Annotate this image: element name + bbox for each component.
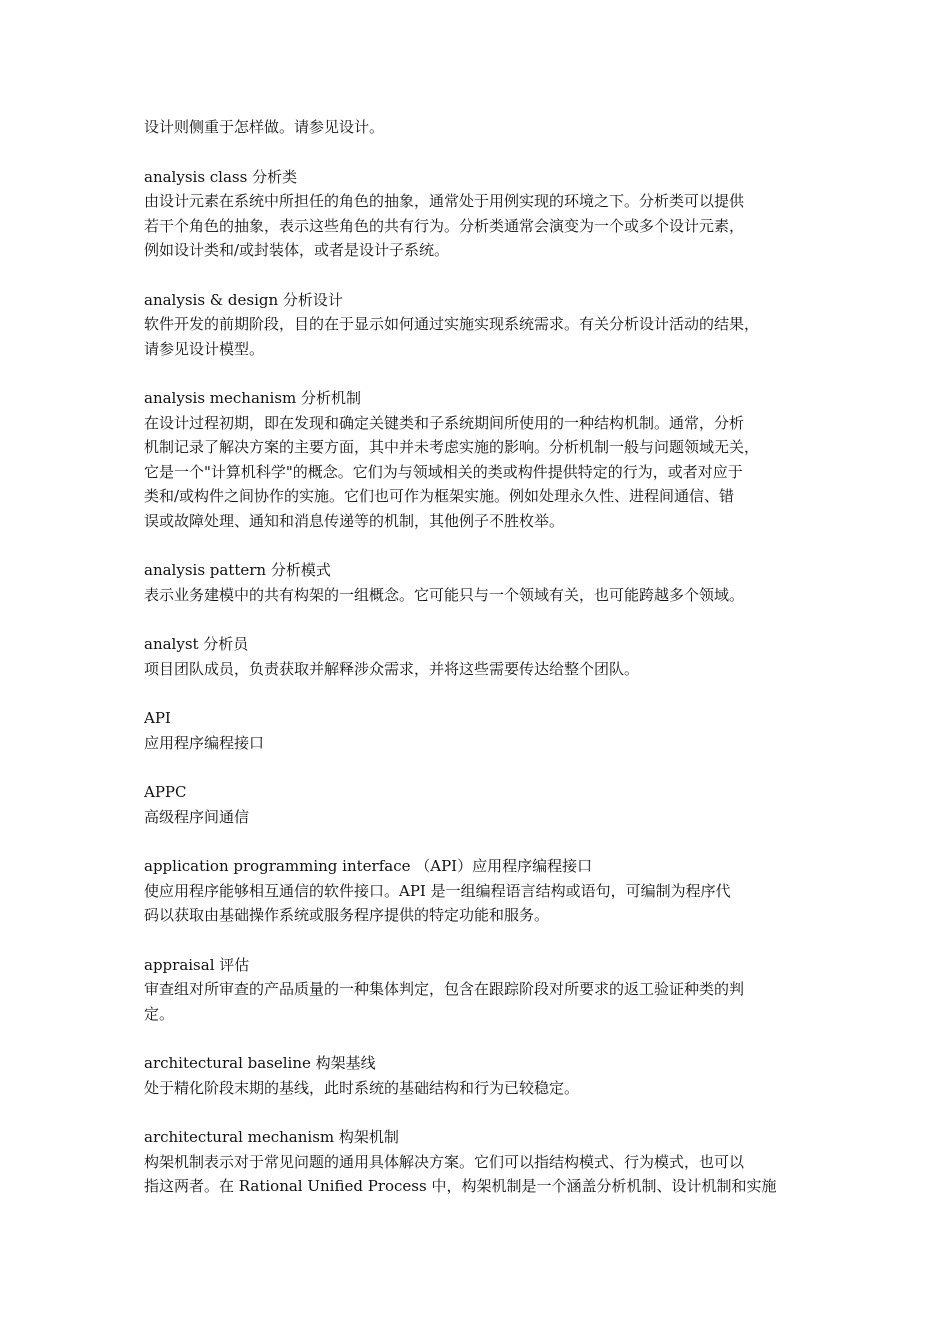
text-line: 它是一个"计算机科学"的概念。它们为与领域相关的类或构件提供特定的行为，或者对应于	[144, 462, 743, 481]
text-line: 由设计元素在系统中所担任的角色的抽象，通常处于用例实现的环境之下。分析类可以提供	[144, 192, 745, 210]
text-line: API	[144, 709, 171, 727]
text-line: analysis mechanism 分析机制	[144, 389, 362, 407]
paragraph-gap	[144, 1100, 808, 1125]
text-line: architectural baseline 构架基线	[144, 1054, 376, 1072]
text-line: 指这两者。在 Rational Unified Process 中，构架机制是一个涵盖分析机制、设计机制和实施	[144, 1177, 777, 1195]
document-body	[144, 115, 808, 1199]
text-line: 请参见设计模型。	[144, 339, 265, 358]
text-line: 软件开发的前期阶段，目的在于显示如何通过实施实现系统需求。有关分析设计活动的结果，	[144, 315, 760, 333]
text-line: analysis pattern 分析模式	[144, 561, 331, 579]
text-line: 使应用程序能够相互通信的软件接口。API 是一组编程语言结构或语句，可编制为程序代	[144, 881, 731, 900]
text-line: application programming interface （API）应用程序编程接口	[144, 857, 593, 875]
text-line: 机制记录了解决方案的主要方面，其中并未考虑实施的影响。分析机制一般与问题领域无关，	[144, 438, 760, 456]
paragraph-gap	[144, 140, 808, 165]
text-line: 若干个角色的抽象，表示这些角色的共有行为。分析类通常会演变为一个或多个设计元素，	[144, 216, 745, 235]
paragraph-gap	[144, 928, 808, 953]
text-line: 设计则侧重于怎样做。请参见设计。	[144, 118, 385, 136]
text-line: 应用程序编程接口	[144, 733, 265, 752]
text-line: 表示业务建模中的共有构架的一组概念。它可能只与一个领域有关，也可能跨越多个领域。	[144, 585, 745, 604]
text-line: appraisal 评估	[144, 955, 250, 974]
text-line: analyst 分析员	[144, 635, 249, 653]
paragraph-gap	[144, 607, 808, 632]
paragraph-gap	[144, 829, 808, 854]
text-line: architectural mechanism 构架机制	[144, 1128, 399, 1146]
text-line: 码以获取由基础操作系统或服务程序提供的特定功能和服务。	[144, 906, 550, 924]
text-line: 高级程序间通信	[144, 807, 250, 826]
text-line: 构架机制表示对于常见问题的通用具体解决方案。它们可以指结构模式、行为模式，也可以	[144, 1152, 745, 1171]
paragraph-gap	[144, 755, 808, 780]
text-line: 类和/或构件之间协作的实施。它们也可作为框架实施。例如处理永久性、进程间通信、错	[144, 487, 735, 505]
text-line: analysis class 分析类	[144, 167, 298, 186]
paragraph-gap	[144, 681, 808, 706]
text-line: 审查组对所审查的产品质量的一种集体判定，包含在跟踪阶段对所要求的返工验证种类的判	[144, 980, 745, 998]
text-line: analysis & design 分析设计	[144, 290, 343, 309]
paragraph-gap	[144, 533, 808, 558]
paragraph-gap	[144, 1026, 808, 1051]
text-line: APPC	[144, 783, 187, 801]
paragraph-gap	[144, 361, 808, 386]
text-line: 误或故障处理、通知和消息传递等的机制，其他例子不胜枚举。	[144, 511, 565, 530]
text-line: 项目团队成员，负责获取并解释涉众需求，并将这些需要传达给整个团队。	[144, 659, 640, 678]
text-line: 定。	[144, 1004, 175, 1023]
paragraph-gap	[144, 263, 808, 288]
text-line: 在设计过程初期，即在发现和确定关键类和子系统期间所使用的一种结构机制。通常，分析	[144, 413, 745, 432]
text-line: 例如设计类和/或封装体，或者是设计子系统。	[144, 241, 450, 259]
text-line: 处于精化阶段末期的基线，此时系统的基础结构和行为已较稳定。	[144, 1078, 580, 1097]
